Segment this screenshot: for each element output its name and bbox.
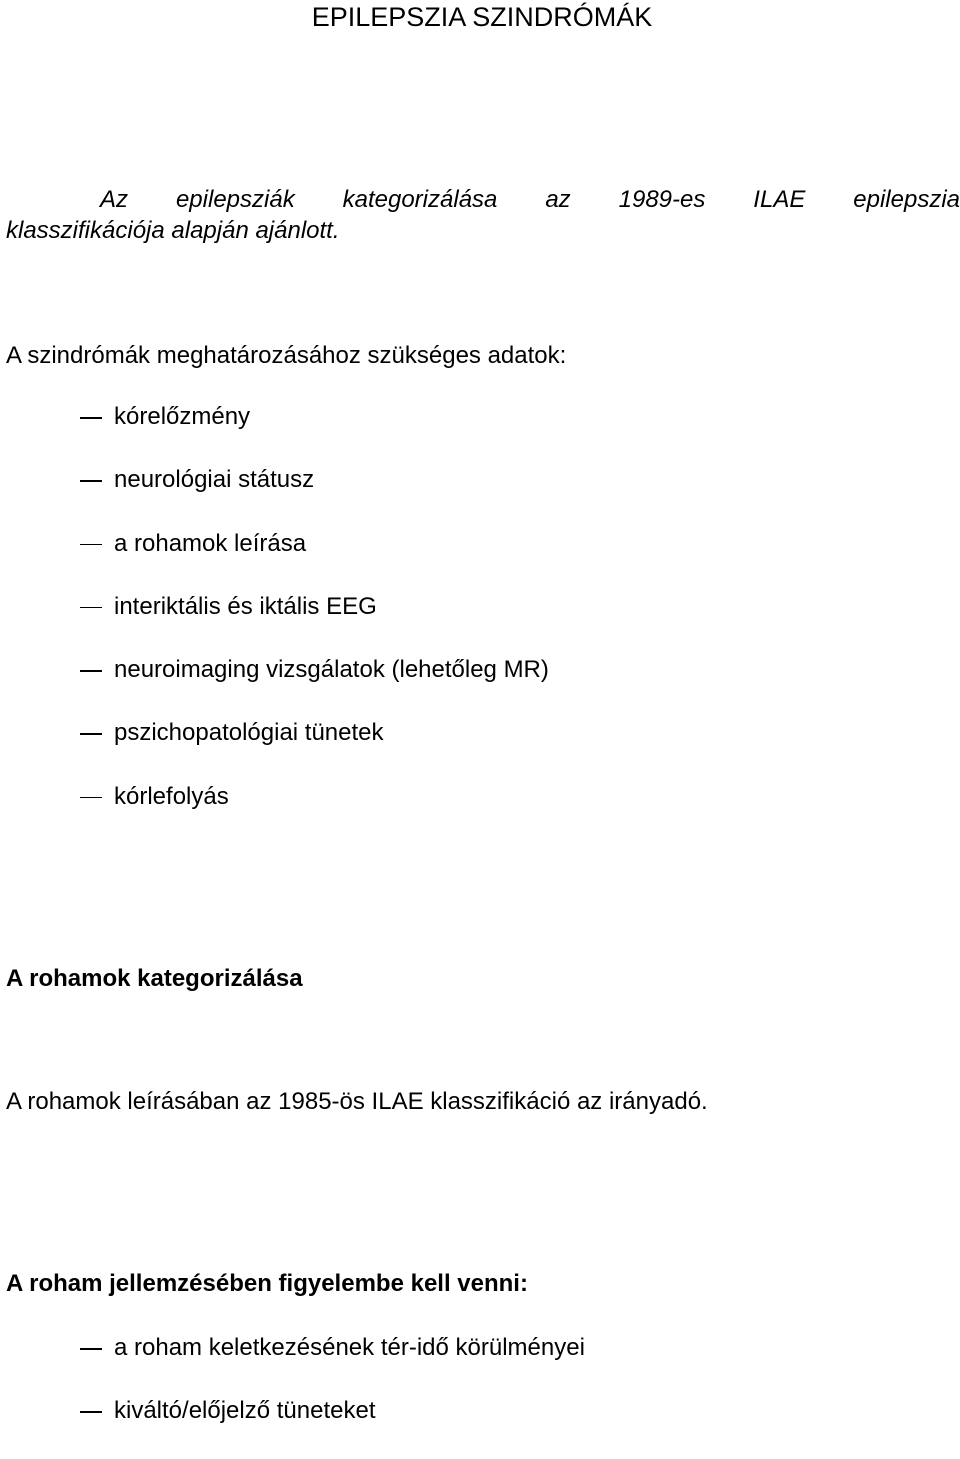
- list-item-label: kórlefolyás: [114, 782, 229, 810]
- syndrome-data-list: [80, 401, 549, 844]
- dash-bullet-icon: [80, 607, 102, 609]
- section-heading-seizure-characterization: A roham jellemzésében figyelembe kell venni:: [6, 1270, 528, 1297]
- section-heading-syndrome-data: A szindrómák meghatározásához szükséges adatok:: [6, 342, 567, 369]
- dash-bullet-icon: [80, 733, 102, 735]
- intro-word: 1989-es: [618, 186, 706, 213]
- list-item-label: kórelőzmény: [114, 403, 251, 430]
- intro-word: ILAE: [753, 186, 806, 213]
- dash-bullet-icon: [80, 417, 102, 419]
- dash-bullet-icon: [80, 1348, 102, 1350]
- list-item-label: a rohamok leírása: [114, 529, 307, 557]
- list-item-label: kiváltó/előjelző tüneteket: [114, 1397, 376, 1425]
- list-item: [80, 1332, 585, 1395]
- intro-word: epilepszia: [853, 186, 960, 213]
- list-item-label: neurológiai státusz: [114, 466, 315, 494]
- intro-line-1: [6, 184, 960, 215]
- list-item: [80, 654, 549, 717]
- list-item: [80, 464, 549, 527]
- list-item: [80, 401, 549, 464]
- dash-bullet-icon: [80, 544, 102, 546]
- dash-bullet-icon: [80, 480, 102, 482]
- list-item: [80, 717, 549, 780]
- intro-word: epilepsziák: [175, 186, 295, 213]
- dash-bullet-icon: [80, 1411, 102, 1413]
- list-item: [80, 591, 549, 654]
- list-item: [80, 528, 549, 591]
- seizure-categorization-text: A rohamok leírásában az 1985-ös ILAE klasszifikáció az irányadó.: [6, 1088, 708, 1115]
- list-item: [80, 781, 549, 844]
- seizure-characterization-list: [80, 1332, 585, 1459]
- intro-word: Az: [100, 186, 129, 213]
- list-item: [80, 1395, 585, 1458]
- dash-bullet-icon: [80, 670, 102, 672]
- list-item-label: a roham keletkezésének tér-idő körülményei: [114, 1334, 585, 1361]
- intro-paragraph: [6, 184, 960, 246]
- dash-bullet-icon: [80, 797, 102, 799]
- document-title: EPILEPSZIA SZINDRÓMÁK: [311, 2, 653, 32]
- list-item-label: interiktális és iktális EEG: [114, 592, 377, 620]
- intro-word: kategorizálása: [342, 186, 498, 213]
- section-heading-seizure-categorization: A rohamok kategorizálása: [6, 965, 303, 992]
- list-item-label: neuroimaging vizsgálatok (lehetőleg MR): [114, 656, 549, 684]
- list-item-label: pszichopatológiai tünetek: [114, 719, 384, 747]
- intro-word: az: [545, 186, 571, 213]
- intro-line-2: klasszifikációja alapján ajánlott.: [6, 217, 340, 244]
